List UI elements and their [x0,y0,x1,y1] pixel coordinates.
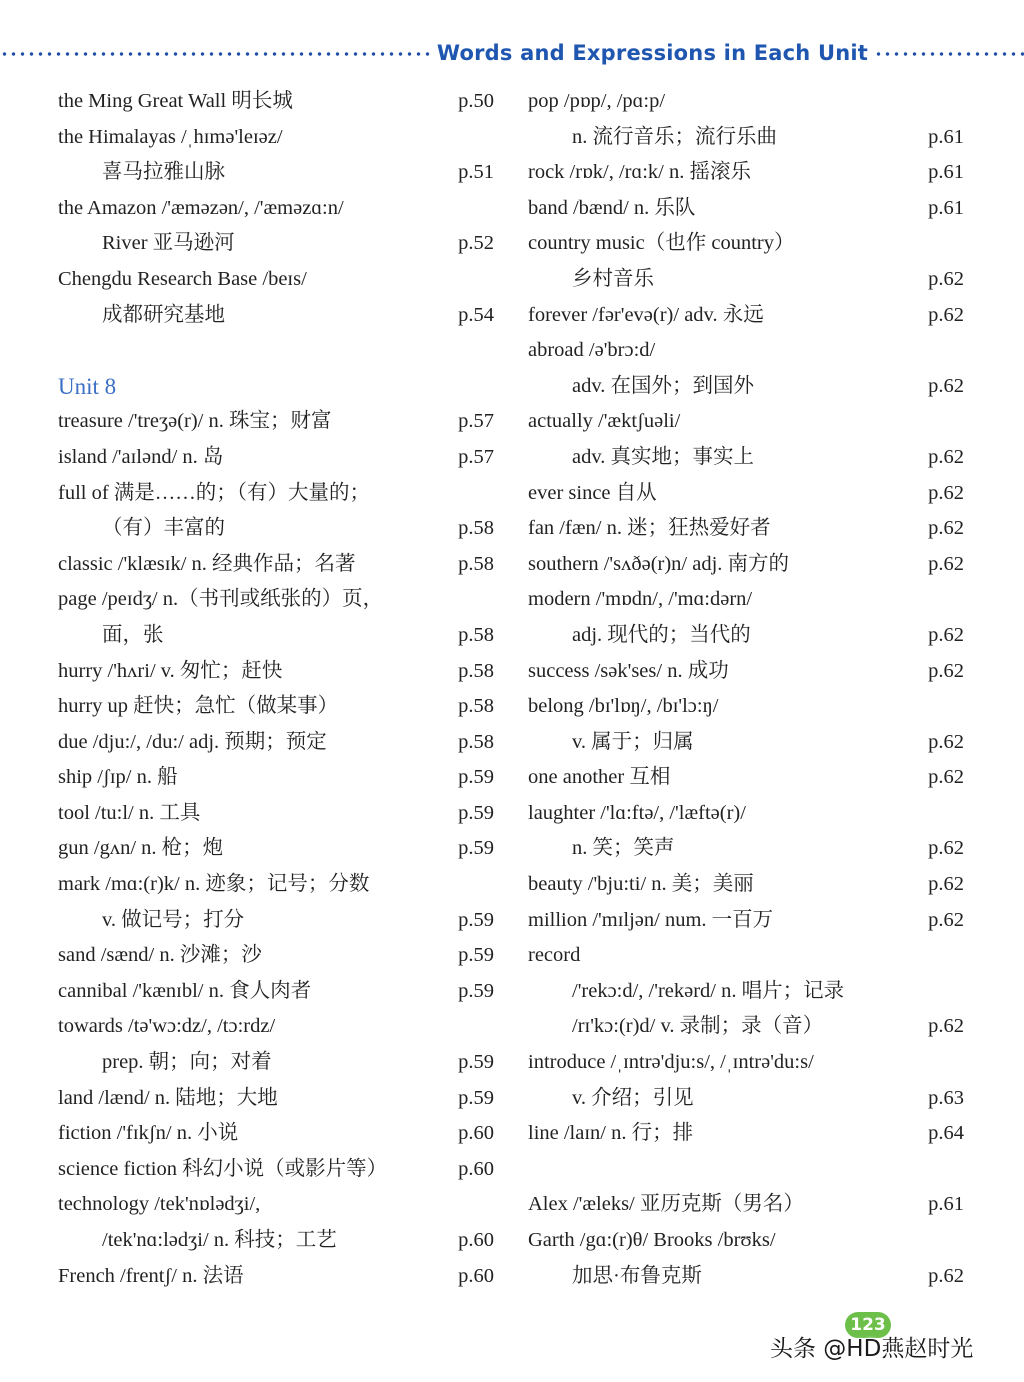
page-reference: p.60 [458,1229,494,1251]
entry-text: technology /tek'nɒlədʒi/, [58,1193,261,1216]
page-reference: p.62 [928,481,964,504]
entry-text: pop /pɒp/, /pɑ:p/ [528,90,666,112]
vocab-entry [528,262,964,298]
entry-text: laughter /'lɑ:ftə/, /'læftə(r)/ [528,801,746,824]
page-reference: p.61 [928,196,964,219]
entry-text: the Amazon /'æməzən/, /'æməzɑ:n/ [58,196,344,219]
vocab-entry [58,974,494,1010]
entry-text: tool /tu:l/ n. 工具 [58,801,201,824]
entry-text: rock /rɒk/, /rɑ:k/ n. 摇滚乐 [528,161,751,184]
vocab-entry [528,654,964,690]
entry-text: v. 做记号；打分 [102,908,245,931]
vocab-entry [528,974,964,1010]
page-number-badge: 123 [845,1312,891,1338]
page-reference: p.62 [928,730,964,753]
vocab-entry [528,725,964,761]
vocab-entry [528,796,964,832]
page-reference: p.59 [458,1086,494,1109]
vocab-entry [58,155,494,191]
entry-text: actually /'æktʃuəli/ [528,410,681,433]
page-reference: p.64 [928,1122,964,1145]
entry-text: 加思·布鲁克斯 [572,1264,702,1287]
entry-text: hurry /'hʌri/ v. 匆忙；赶快 [58,659,283,682]
entry-text: abroad /ə'brɔ:d/ [528,339,656,362]
vocab-entry [528,476,964,512]
vocab-entry [528,226,964,262]
entry-text: ship /ʃɪp/ n. 船 [58,766,178,789]
entry-text: Garth /gɑ:(r)θ/ Brooks /brʊks/ [528,1229,776,1251]
entry-text: French /frentʃ/ n. 法语 [58,1264,244,1287]
vocab-entry [58,796,494,832]
entry-text: belong /bɪ'lɒŋ/, /bɪ'lɔ:ŋ/ [528,695,719,718]
entry-text: adv. 真实地；事实上 [572,445,755,468]
page-reference: p.51 [458,161,494,184]
entry-text: gun /gʌn/ n. 枪；炮 [58,837,224,860]
entry-text: hurry up 赶快；急忙（做某事） [58,695,339,718]
page-reference: p.62 [928,1015,964,1038]
page-reference: p.62 [928,517,964,540]
vocab-entry [58,476,494,512]
right-column [528,84,964,1294]
vocab-entry [528,1045,964,1081]
vocab-entry [528,440,964,476]
vocab-entry [528,511,964,547]
vocab-entry [58,84,494,120]
entry-text: record [528,944,581,967]
vocab-entry [58,547,494,583]
entry-text: towards /tə'wɔ:dz/, /tɔ:rdz/ [58,1015,276,1038]
entry-text: 成都研究基地 [102,303,225,326]
entry-text: 面，张 [102,623,164,646]
vocab-entry [528,547,964,583]
page-reference: p.60 [458,1264,494,1287]
page-header [0,36,1024,70]
entry-text: Alex /'æleks/ 亚历克斯（男名） [528,1193,804,1216]
entry-text: band /bænd/ n. 乐队 [528,196,696,219]
entry-text: cannibal /'kænɪbl/ n. 食人肉者 [58,979,312,1002]
page-reference: p.59 [458,837,494,860]
vocab-entry [58,1081,494,1117]
page-reference: p.60 [458,1122,494,1145]
page-reference: p.62 [928,873,964,896]
entry-text: success /sək'ses/ n. 成功 [528,659,729,682]
blank-line [528,1152,964,1188]
vocab-entry [528,191,964,227]
page-reference: p.57 [458,410,494,433]
entry-text: /'rekɔ:d/, /'rekərd/ n. 唱片；记录 [572,979,845,1002]
entry-text: island /'aɪlənd/ n. 岛 [58,445,224,468]
page-reference: p.58 [458,623,494,646]
page-reference: p.62 [928,1264,964,1287]
entry-text: /rɪ'kɔ:(r)d/ v. 录制；录（音） [572,1015,824,1038]
vocab-entry [528,689,964,725]
entry-text: southern /'sʌðə(r)n/ adj. 南方的 [528,552,790,575]
entry-text: sand /sænd/ n. 沙滩；沙 [58,944,262,967]
vocab-entry [58,440,494,476]
page-reference: p.58 [458,730,494,753]
vocab-entry [58,1152,494,1188]
page-reference: p.58 [458,552,494,575]
entry-text: prep. 朝；向；对着 [102,1051,272,1074]
vocab-entry [528,120,964,156]
vocab-entry [528,84,964,120]
vocab-entry [58,191,494,227]
entry-text: beauty /'bju:ti/ n. 美；美丽 [528,873,754,896]
vocab-entry [528,155,964,191]
entry-text: Chengdu Research Base /beɪs/ [58,267,307,290]
entry-text: mark /mɑ:(r)k/ n. 迹象；记号；分数 [58,873,370,896]
page-reference: p.60 [458,1157,494,1180]
vocab-entry [58,404,494,440]
entry-text: n. 流行音乐；流行乐曲 [572,125,777,148]
entry-text: the Himalayas /ˌhɪmə'leɪəz/ [58,125,283,148]
entry-text: （有）丰富的 [102,517,225,540]
vocab-entry [58,1187,494,1223]
entry-text: line /laɪn/ n. 行；排 [528,1122,694,1145]
header-dotted-rule-left [0,52,431,56]
entry-text: introduce /ˌɪntrə'dju:s/, /ˌɪntrə'du:s/ [528,1051,814,1074]
vocab-entry [528,1081,964,1117]
page-reference: p.61 [928,125,964,148]
vocab-entry [58,120,494,156]
entry-text: fan /fæn/ n. 迷；狂热爱好者 [528,517,771,540]
entry-text: country music（也作 country） [528,232,795,255]
vocab-entry [58,725,494,761]
page-reference: p.58 [458,695,494,718]
entry-text: page /peɪdʒ/ n.（书刊或纸张的）页， [58,588,384,611]
page-reference: p.59 [458,766,494,789]
page-reference: p.52 [458,232,494,255]
vocab-entry [528,369,964,405]
entry-text: fiction /'fɪkʃn/ n. 小说 [58,1122,239,1145]
page-reference: p.59 [458,1051,494,1074]
vocab-entry [58,298,494,334]
page-reference: p.62 [928,659,964,682]
vocab-entry [528,760,964,796]
page-reference: p.61 [928,161,964,184]
header-title: Words and Expressions in Each Unit [436,41,868,65]
vocab-entry [528,867,964,903]
page-reference: p.59 [458,944,494,967]
vocab-entry [58,1223,494,1259]
vocab-entry [58,1009,494,1045]
entry-text: classic /'klæsɪk/ n. 经典作品；名著 [58,552,356,575]
left-column [58,84,494,1294]
vocab-entry [58,1259,494,1295]
vocab-entry [528,298,964,334]
entry-text: v. 属于；归属 [572,730,694,753]
vocab-entry [58,903,494,939]
vocab-entry [58,262,494,298]
vocab-entry [58,867,494,903]
entry-text: science fiction 科幻小说（或影片等） [58,1157,388,1180]
entry-text: one another 互相 [528,766,671,789]
entry-text: 乡村音乐 [572,267,654,290]
vocab-entry [528,618,964,654]
entry-text: adv. 在国外；到国外 [572,374,755,397]
page-reference: p.62 [928,267,964,290]
vocab-entry [58,226,494,262]
vocab-entry [58,760,494,796]
vocab-entry [528,1187,964,1223]
section-heading-row [58,369,494,405]
vocab-entry [58,618,494,654]
page-reference: p.62 [928,445,964,468]
vocab-entry [528,404,964,440]
entry-text: 喜马拉雅山脉 [102,161,225,184]
vocab-entry [528,903,964,939]
entry-text: n. 笑；笑声 [572,837,675,860]
watermark: 头条 @HD燕赵时光 [770,1336,974,1362]
page-reference: p.59 [458,979,494,1002]
page-reference: p.58 [458,659,494,682]
vocab-entry [528,831,964,867]
entry-text: treasure /'treʒə(r)/ n. 珠宝；财富 [58,410,332,433]
page-reference: p.57 [458,445,494,468]
section-title: Unit 8 [58,373,117,399]
vocab-entry [528,1223,964,1259]
entry-text: modern /'mɒdn/, /'mɑ:dərn/ [528,588,753,611]
entry-text: adj. 现代的；当代的 [572,623,751,646]
page-reference: p.62 [928,766,964,789]
vocab-entry [58,831,494,867]
blank-line [58,333,494,369]
page-reference: p.61 [928,1193,964,1216]
entry-text: full of 满是……的；（有）大量的； [58,481,371,504]
page-reference: p.62 [928,908,964,931]
entry-text: due /dju:/, /du:/ adj. 预期；预定 [58,730,327,753]
page-reference: p.59 [458,801,494,824]
vocab-entry [528,1009,964,1045]
vocab-entry [528,582,964,618]
entry-text: land /lænd/ n. 陆地；大地 [58,1086,278,1109]
page-reference: p.62 [928,552,964,575]
vocab-entry [58,938,494,974]
vocab-entry [528,938,964,974]
header-dotted-rule-right [874,52,1024,56]
page-reference: p.50 [458,90,494,112]
page-reference: p.63 [928,1086,964,1109]
vocab-entry [58,1116,494,1152]
vocab-entry [58,654,494,690]
page-reference: p.62 [928,303,964,326]
page-reference: p.59 [458,908,494,931]
page-reference: p.62 [928,374,964,397]
entry-text: million /'mɪljən/ num. 一百万 [528,908,774,931]
vocab-entry [58,689,494,725]
vocab-entry [58,582,494,618]
vocab-entry [58,511,494,547]
page-reference: p.62 [928,623,964,646]
vocab-entry [528,1116,964,1152]
vocab-entry [528,333,964,369]
page-reference: p.58 [458,517,494,540]
page-reference: p.62 [928,837,964,860]
page-reference: p.54 [458,303,494,326]
entry-text: /tek'nɑ:lədʒi/ n. 科技；工艺 [102,1229,337,1251]
entry-text: the Ming Great Wall 明长城 [58,90,293,112]
vocab-entry [528,1259,964,1295]
entry-text: ever since 自从 [528,481,657,504]
entry-text: forever /fər'evə(r)/ adv. 永远 [528,303,764,326]
vocab-entry [58,1045,494,1081]
entry-text: v. 介绍；引见 [572,1086,694,1109]
entry-text: River 亚马逊河 [102,232,235,255]
